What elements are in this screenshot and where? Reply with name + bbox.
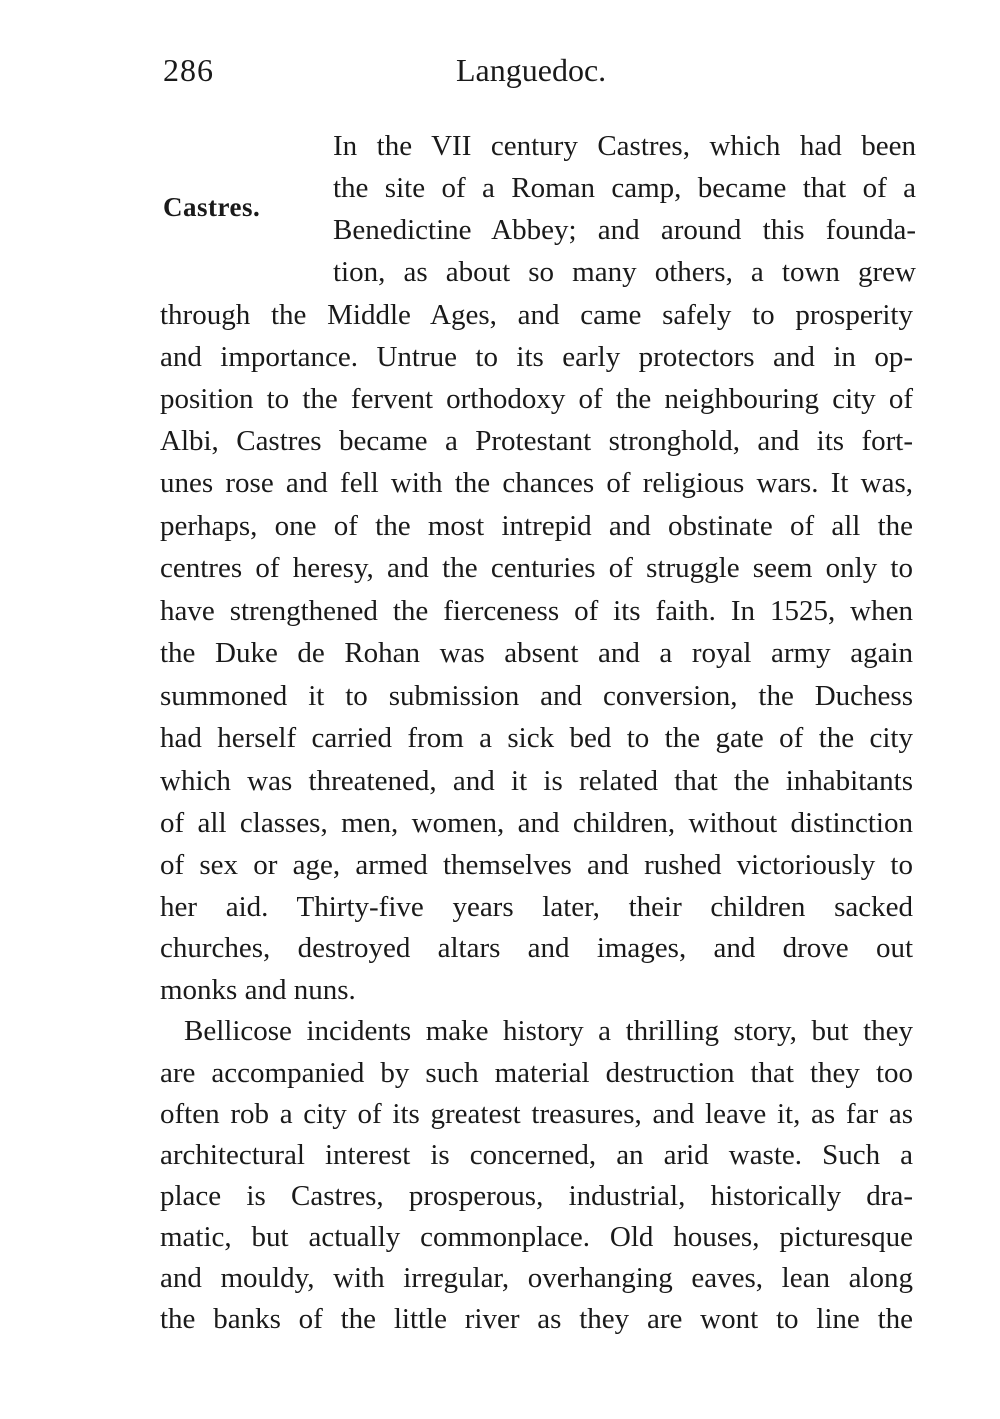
text-line: the Duke de Rohan was absent and a royal army again — [160, 637, 913, 669]
text-line: tion, as about so many others, a town grew — [333, 256, 916, 288]
text-line: and importance. Untrue to its early protectors and in op- — [160, 341, 913, 373]
text-line: unes rose and fell with the chances of religious wars. It was, — [160, 467, 913, 499]
text-line: centres of heresy, and the centuries of struggle seem only to — [160, 552, 913, 584]
text-line: had herself carried from a sick bed to the gate of the city — [160, 722, 913, 754]
text-line: the site of a Roman camp, became that of a — [333, 172, 916, 204]
text-line: summoned it to submission and conversion, the Duchess — [160, 680, 913, 712]
text-line: position to the fervent orthodoxy of the neighbouring city of — [160, 383, 913, 415]
running-title: Languedoc. — [456, 52, 607, 88]
text-line: through the Middle Ages, and came safely to prosperity — [160, 299, 913, 331]
text-line: churches, destroyed altars and images, and drove out — [160, 932, 913, 964]
text-line: Benedictine Abbey; and around this founda- — [333, 214, 916, 246]
text-line: place is Castres, prosperous, industrial, historically dra- — [160, 1180, 913, 1212]
text-line: have strengthened the fierceness of its faith. In 1525, when — [160, 595, 913, 627]
text-line: architectural interest is concerned, an arid waste. Such a — [160, 1139, 913, 1171]
text-line: Bellicose incidents make history a thrilling story, but they — [184, 1015, 913, 1047]
text-line: and mouldy, with irregular, overhanging eaves, lean along — [160, 1262, 913, 1294]
text-line: the banks of the little river as they are wont to line the — [160, 1303, 913, 1335]
text-line: In the VII century Castres, which had been — [333, 130, 916, 162]
text-line: monks and nuns. — [160, 974, 356, 1006]
marginal-note: Castres. — [163, 192, 261, 222]
text-line: are accompanied by such material destruction that they too — [160, 1057, 913, 1089]
text-line: perhaps, one of the most intrepid and obstinate of all the — [160, 510, 913, 542]
text-line: often rob a city of its greatest treasures, and leave it, as far as — [160, 1098, 913, 1130]
text-line: of all classes, men, women, and children, without distinction — [160, 807, 913, 839]
text-line: matic, but actually commonplace. Old houses, picturesque — [160, 1221, 913, 1253]
text-line: of sex or age, armed themselves and rushed victoriously to — [160, 849, 913, 881]
text-line: her aid. Thirty-five years later, their children sacked — [160, 891, 913, 923]
page-number: 286 — [163, 52, 214, 88]
text-line: Albi, Castres became a Protestant stronghold, and its fort- — [160, 425, 913, 457]
text-line: which was threatened, and it is related that the inhabitants — [160, 765, 913, 797]
